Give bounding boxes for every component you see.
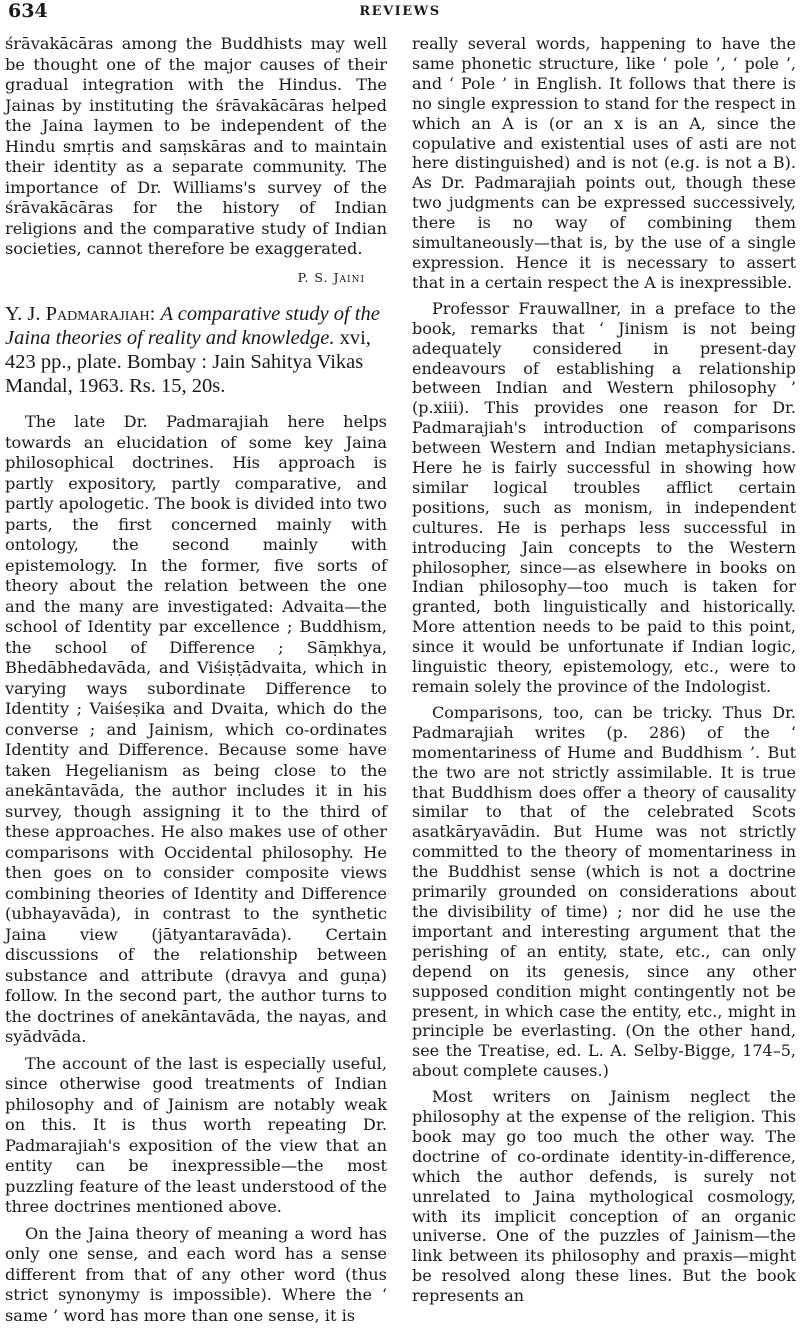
page-header xyxy=(0,0,800,26)
right-column xyxy=(412,34,796,1306)
review-paragraph: Comparisons, too, can be tricky. Thus Dr. Padmarajiah writes (p. 286) of the ‘ momentariness of Hume and Buddhism ’. But the two are not strictly assimilable. It is true that Buddhism does offer a theory of causality similar to that of the celebrated Scots asatkāryavādin. But Hume was not strictly committed to the theory of momentariness in the Buddhist sense (which is not a doctrine primarily grounded on considerations about the divisibility of time) ; nor did he use the important and interesting argument that the perishing of an entity, state, etc., can only depend on its genesis, since any other supposed condition might contingently not be present, in which case the entity, etc., might in principle be everlasting. (On the other hand, see the Treatise, ed. L. A. Selby-Bigge, 174–5, about complete causes.) xyxy=(412,702,796,1081)
review-paragraph: The late Dr. Padmarajiah here helps towards an elucidation of some key Jaina philosophical doctrines. His approach is partly expository, partly comparative, and partly apologetic. The book is divided into two parts, the first concerned mainly with ontology, the second mainly with epistemology. In the former, five sorts of theory about the relation between the one and the many are investigated: Advaita—the school of Identity par excellence ; Buddhism, the school of Difference ; Sāṃkhya, Bhedābhedavāda, and Viśiṣṭādvaita, which in varying ways subordinate Difference to Identity ; Vaiśeṣika and Dvaita, which do the converse ; and Jainism, which co-ordinates Identity and Difference. Because some have taken Hegelianism as being close to the anekāntavāda, the author includes it in his survey, though assigning it to the third of these approaches. He also makes use of other comparisons with Occidental philosophy. He then goes on to consider composite views combining theories of Identity and Difference (ubhayavāda), in contrast to the synthetic Jaina view (jātyantaravāda). Certain discussions of the relationship between substance and attribute (dravya and guṇa) follow. In the second part, the author turns to the doctrines of anekāntavāda, the nayas, and syādvāda. xyxy=(5,412,387,1046)
page-number: 634 xyxy=(8,0,48,22)
book-citation xyxy=(5,302,387,398)
left-column xyxy=(5,34,387,1326)
citation-separator: : xyxy=(149,303,161,325)
review-paragraph: Most writers on Jainism neglect the philosophy at the expense of the religion. This book may go too much the other way. The doctrine of co-ordinate identity-in-difference, which the author defends, is surely not unrelated to Jaina mythological cosmology, with its implicit conception of an organic universe. One of the puzzles of Jainism—the link between its philosophy and praxis—might be resolved along these lines. But the book represents an xyxy=(412,1087,796,1306)
running-head: REVIEWS xyxy=(359,4,441,19)
book-author: Y. J. Padmarajiah xyxy=(5,303,150,325)
review-paragraph: Professor Frauwallner, in a preface to the book, remarks that ‘ Jinism is not being adequately considered in present-day endeavours of establishing a relationship between Indian and Western philosophy ’ (p.xiii). This provides one reason for Dr. Padmarajiah's introduction of comparisons between Western and Indian metaphysicians. Here he is fairly successful in showing how similar logical troubles afflict certain positions, such as monism, in independent cultures. He is perhaps less successful in introducing Jain concepts to the Western philosopher, since—as elsewhere in books on Indian philosophy—too much is taken for granted, both linguistically and historically. More attention needs to be paid to this point, since it would be unfortunate if Indian logic, linguistic theory, epistemology, etc., were to remain solely the province of the Indologist. xyxy=(412,298,796,696)
book-details: xvi, 423 pp., plate. Bombay : Jain Sahitya Vikas Mandal, 1963. Rs. 15, 20s. xyxy=(5,327,371,397)
review-paragraph: The account of the last is especially useful, since otherwise good treatments of Indian philosophy and of Jainism are notably weak on this. It is thus worth repeating Dr. Padmarajiah's exposition of the view that an entity can be inexpressible—the most puzzling feature of the least understood of the three doctrines mentioned above. xyxy=(5,1053,387,1216)
reviewer-signature: P. S. Jaini xyxy=(297,269,365,285)
book-title: A comparative study of the Jaina theories of reality and knowledge. xyxy=(5,303,380,349)
paragraph-continued: śrāvakācāras among the Buddhists may well be thought one of the major causes of their gradual integration with the Hindus. The Jainas by instituting the śrāvakācāras helped the Jaina laymen to be independent of the Hindu smṛtis and saṃskāras and to maintain their identity as a separate community. The importance of Dr. Williams's survey of the śrāvakācāras for the history of Indian religions and the comparative study of Indian societies, cannot therefore be exaggerated. xyxy=(5,34,387,258)
review-paragraph: really several words, happening to have the same phonetic structure, like ‘ pole ’, ‘ pole ’, and ‘ Pole ’ in English. It follows that there is no single expression to stand for the respect in which an A is (or an x is an A, since the copulative and existential uses of asti are not here distinguished) and is not (e.g. is not a B). As Dr. Padmarajiah points out, though these two judgments can be expressed successively, there is no way of combining them simultaneously—that is, by the use of a single expression. Hence it is necessary to assert that in a certain respect the A is inexpressible. xyxy=(412,34,796,292)
review-paragraph: On the Jaina theory of meaning a word has only one sense, and each word has a sense different from that of any other word (thus strict synonymy is impossible). Where the ‘ same ’ word has more than one sense, it is xyxy=(5,1223,387,1325)
